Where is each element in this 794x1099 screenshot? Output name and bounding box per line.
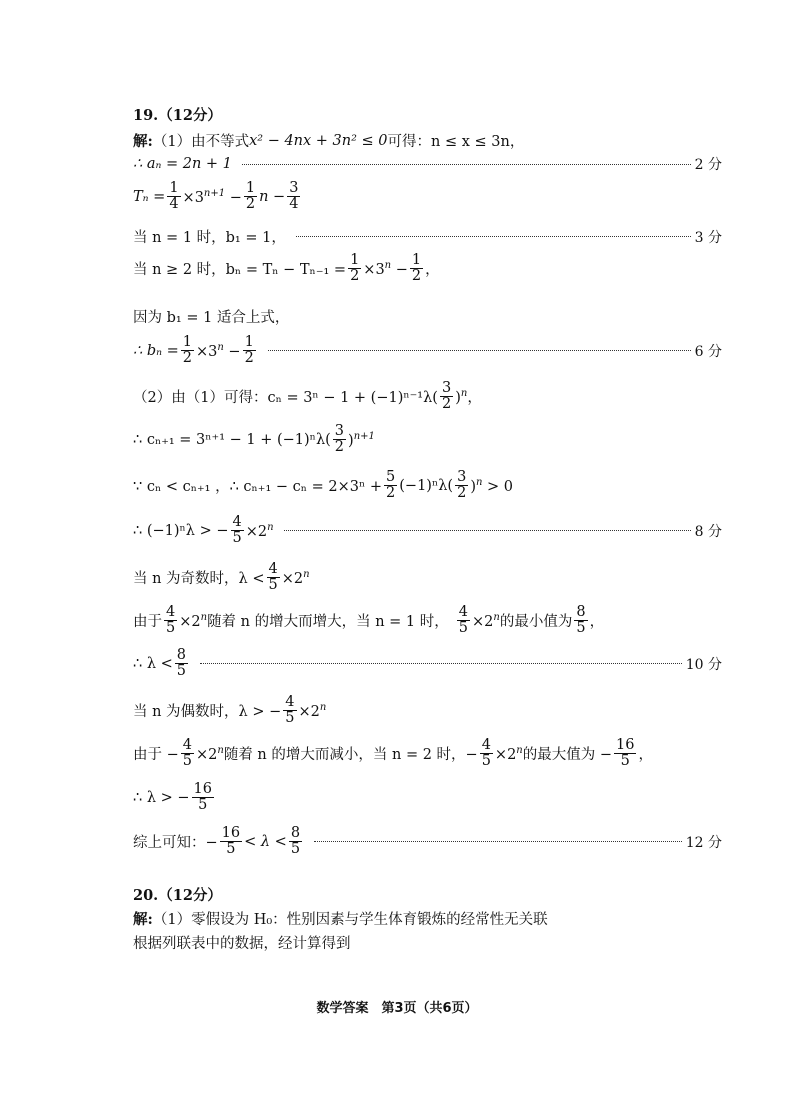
q19-even-result-line: ∴ λ > − $\frac{16}{5}$ xyxy=(133,781,212,814)
leader-dots xyxy=(200,663,682,664)
q19-tn-line: Tₙ = $\frac{1}{4}$ $\times 3^{n+1}$ − $\frac{1}{2}$ n − $\frac{3}{4}$ xyxy=(133,180,299,213)
leader-dots xyxy=(242,164,691,165)
q19-even-reason-line: 由于 − $\frac{4}{5}$ $\times 2^n$ 随着 n 的增大而减小，当 n = 2 时，− $\frac{4}{5}$ $\times 2^n$ 的最大值为 − $\frac{16}{5}$ ， xyxy=(133,737,653,770)
q20-line2: 根据列联表中的数据，经计算得到 xyxy=(133,936,351,952)
q20-header: 20.（12分） xyxy=(133,887,222,904)
q19-part2-line: （2）由（1）可得：cₙ = 3ⁿ − 1 + (−1)ⁿ⁻¹λ( $\frac{3}{2}$ )$^n$， xyxy=(133,380,482,413)
points-6: 6 分 xyxy=(694,343,722,360)
q19-odd-reason-line: 由于 $\frac{4}{5}$ $\times 2^n$ 随着 n 的增大而增大，当 n = 1 时， $\frac{4}{5}$ $\times 2^n$ 的最小值为 $\frac{8}{5}$ ， xyxy=(133,604,605,637)
q19-lambda-line: ∴ (−1)ⁿλ > − $\frac{4}{5}$ $\times 2^n$ 8 分 xyxy=(133,514,722,547)
points-12: 12 分 xyxy=(685,834,722,851)
q19-because-line: ∵ cₙ < cₙ₊₁ ，∴ cₙ₊₁ − cₙ = 2×3ⁿ + $\frac{5}{2}$ (−1)ⁿλ( $\frac{3}{2}$ )$^n$ > 0 xyxy=(133,469,514,502)
points-3: 3 分 xyxy=(694,229,722,246)
leader-dots xyxy=(314,841,682,842)
q19-summary-line: 综上可知：− $\frac{16}{5}$ < λ < $\frac{8}{5}$ 12 分 xyxy=(133,825,722,858)
q19-part1-line: 解: （1）由不等式 x² − 4nx + 3n² ≤ 0 可得：n ≤ x ≤ 3n， xyxy=(133,132,525,150)
points-8: 8 分 xyxy=(694,523,722,540)
points-2: 2 分 xyxy=(694,157,722,173)
q19-odd-line: 当 n 为奇数时，λ < $\frac{4}{5}$ $\times 2^n$ xyxy=(133,561,310,594)
q19-an-line: ∴ aₙ = 2n + 1 2 分 xyxy=(133,156,722,173)
q19-n2-line: 当 n ≥ 2 时，bₙ = Tₙ − Tₙ₋₁ = $\frac{1}{2}$ $\times 3^n$ − $\frac{1}{2}$ ， xyxy=(133,252,440,285)
leader-dots xyxy=(268,350,691,351)
q19-cn1-line: ∴ cₙ₊₁ = 3ⁿ⁺¹ − 1 + (−1)ⁿλ( $\frac{3}{2}$ )$^{n+1}$ xyxy=(133,423,375,456)
q20-line1: 解: （1）零假设为 H₀：性别因素与学生体育锻炼的经常性无关联 xyxy=(133,911,548,928)
q19-bn-line: ∴ bₙ = $\frac{1}{2}$ $\times 3^n$ − $\frac{1}{2}$ 6 分 xyxy=(133,334,722,367)
page-footer: 数学答案 第3页（共6页） xyxy=(316,1001,478,1016)
q19-header: 19.（12分） xyxy=(133,107,222,124)
q19-n1-line: 当 n = 1 时，b₁ = 1， 3 分 xyxy=(133,226,722,247)
q19-even-line: 当 n 为偶数时，λ > − $\frac{4}{5}$ $\times 2^n$ xyxy=(133,694,327,727)
points-10: 10 分 xyxy=(685,656,722,673)
q19-odd-result-line: ∴ λ < $\frac{8}{5}$ 10 分 xyxy=(133,647,722,680)
leader-dots xyxy=(284,530,691,531)
q19-b1-line: 因为 b₁ = 1 适合上式， xyxy=(133,310,290,326)
leader-dots xyxy=(296,236,691,237)
